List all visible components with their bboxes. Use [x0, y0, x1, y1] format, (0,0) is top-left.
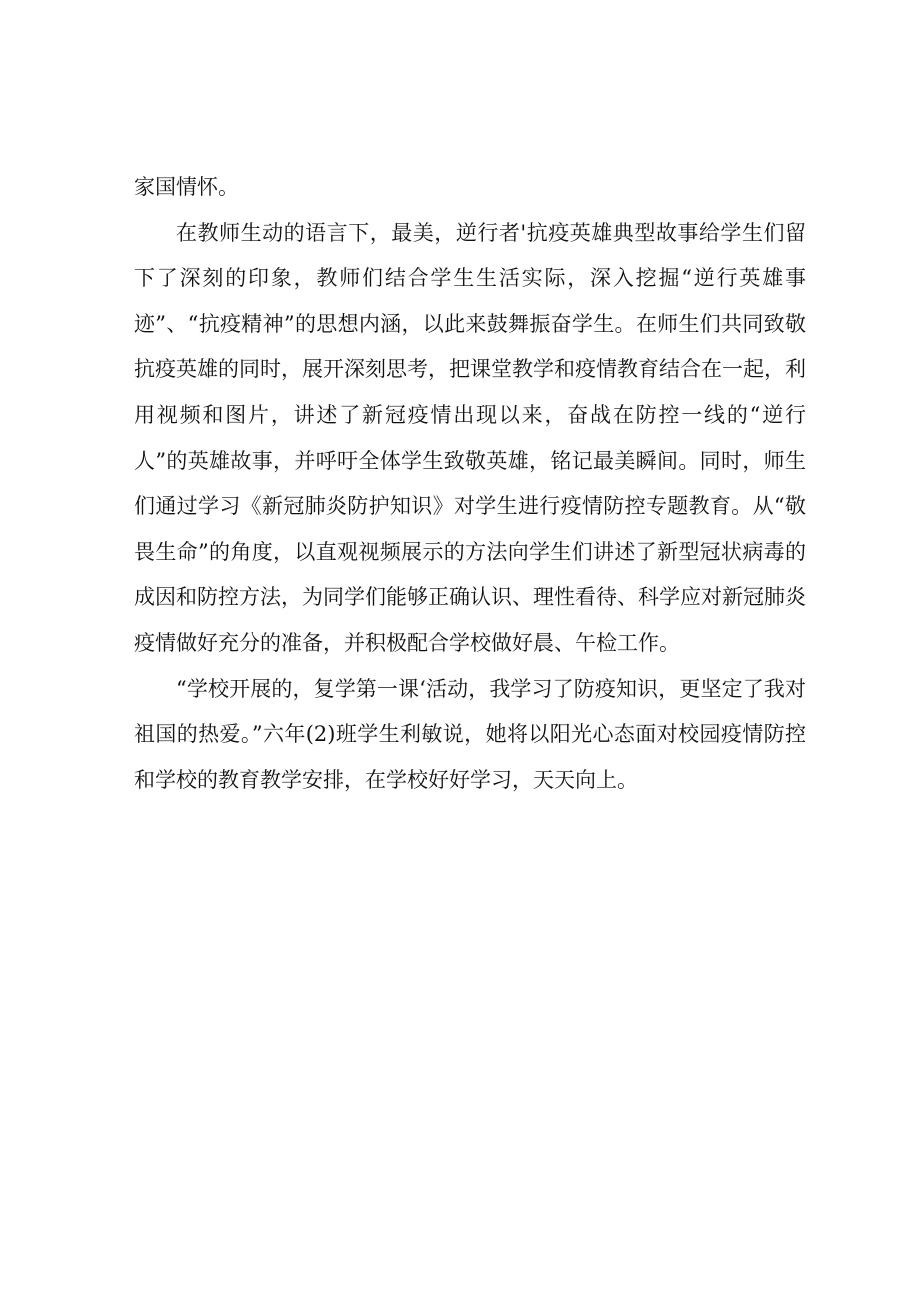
paragraph-continuation: 家国情怀。	[134, 175, 239, 199]
paragraph-teaching-heroes: 在教师生动的语言下，最美，逆行者'抗疫英雄典型故事给学生们留下了深刻的印象，教师们结合学生生活实际，深入挖掘“逆行英雄事迹”、“抗疫精神”的思想内涵，以此来鼓舞振奋学生。在师生们共同致敬抗疫英雄的同时，展开深刻思考，把课堂教学和疫情教育结合在一起，利用视频和图片，讲述了新冠疫情出现以来，奋战在防控一线的“逆行人”的英雄故事，并呼吁全体学生致敬英雄，铭记最美瞬间。同时，师生们通过学习《新冠肺炎防护知识》对学生进行疫情防控专题教育。从“敬畏生命”的角度，以直观视频展示的方法向学生们讲述了新型冠状病毒的成因和防控方法，为同学们能够正确认识、理性看待、科学应对新冠肺炎疫情做好充分的准备，并积极配合学校做好晨、午检工作。	[134, 220, 806, 655]
paragraph-student-quote: “学校开展的，复学第一课‘活动，我学习了防疫知识，更坚定了我对祖国的热爱。”六年(2)班学生利敏说，她将以阳光心态面对校园疫情防控和学校的教育教学安排，在学校好好学习，天天向上。	[134, 676, 806, 792]
document-body	[134, 165, 806, 803]
